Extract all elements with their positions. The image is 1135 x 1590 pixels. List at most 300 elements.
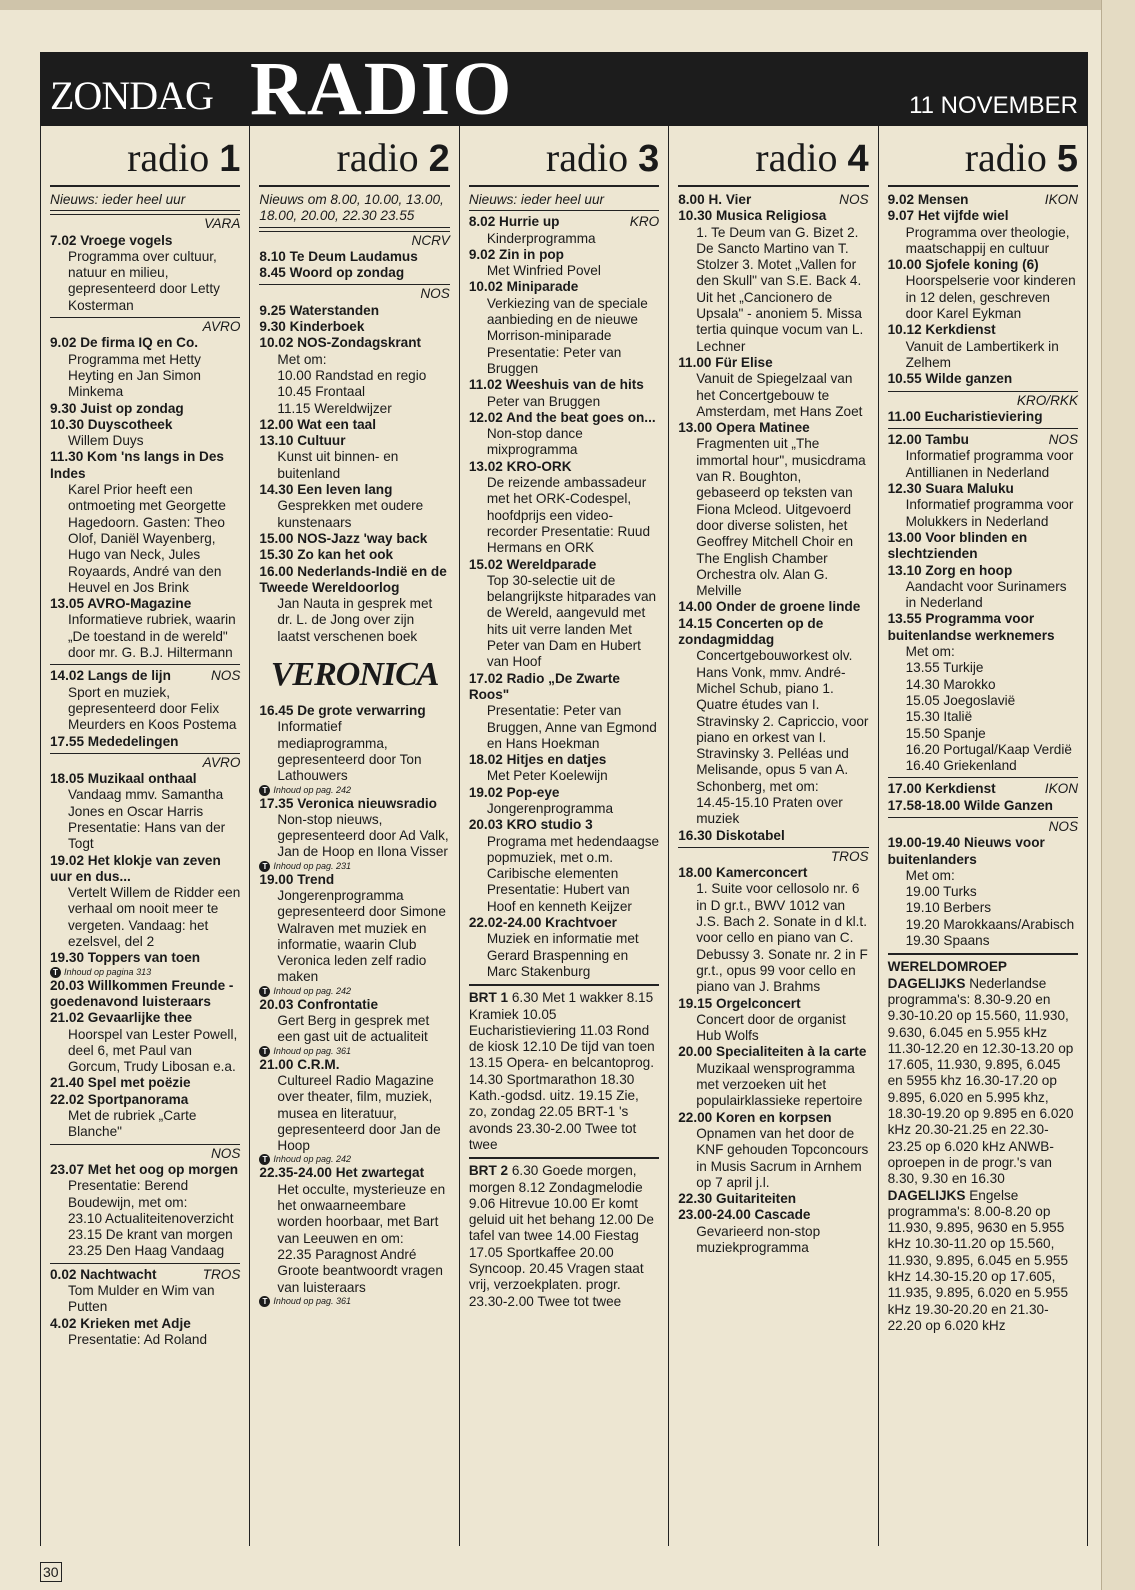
programme-title-text: 10.00 Sjofele koning (6) — [887, 257, 1039, 273]
tv-guide-icon: T — [259, 1046, 270, 1057]
programme — [678, 599, 868, 615]
programme-title-text: 13.10 Zorg en hoop — [887, 562, 1013, 578]
section-divider — [469, 1157, 659, 1159]
programme-description: Concert door de organist Hub Wolfs — [696, 1011, 846, 1044]
programme-title-text: 8.02 Hurrie up — [468, 214, 560, 230]
programme — [469, 247, 659, 280]
programme — [469, 377, 659, 410]
programme-title-text: 23.00-24.00 Cascade — [678, 1207, 811, 1223]
programme-description: Jongerenprogramma gepresenteerd door Simone Walraven met muziek en informatie, waarin Club Veronica leden zelf radio maken — [277, 887, 446, 985]
programme-title-text: 11.30 Kom 'ns langs in Des Indes — [50, 449, 224, 481]
programme — [888, 530, 1078, 563]
programme — [888, 208, 1078, 257]
programme-title — [469, 785, 659, 801]
programme-title — [469, 557, 659, 573]
programme — [888, 371, 1078, 387]
programme — [469, 671, 659, 752]
tv-guide-icon: T — [259, 1154, 270, 1165]
broadcaster-label: NOS — [888, 817, 1078, 835]
column-heading-number: 1 — [219, 138, 241, 180]
programme — [678, 355, 868, 420]
column-heading-word: radio — [127, 135, 220, 180]
programme-description: Top 30-selectie uit de belangrijkste hitparades van de Wereld, aangevuld met hits uit verre landen Met Peter van Dam en Hubert van Hoof — [486, 572, 657, 670]
page-reference — [259, 986, 449, 997]
programme-title-text: 13.02 KRO-ORK — [468, 458, 572, 474]
programme-description: Met om: — [905, 867, 955, 883]
programme-title — [259, 796, 449, 812]
broadcaster-tag: NOS — [1048, 432, 1079, 448]
programme-title — [50, 449, 240, 482]
tv-guide-icon: T — [259, 861, 270, 872]
programme-description: Programma met Hetty Heyting en Jan Simon Minkema — [68, 351, 201, 400]
programme-description: Peter van Bruggen — [486, 393, 601, 409]
programme-title — [888, 798, 1078, 814]
programme-description: Met Winfried Povel — [486, 263, 601, 279]
programme-description: Presentatie: Berend Boudewijn, met om: — [68, 1178, 189, 1210]
programme-title — [259, 482, 449, 498]
section-text: Nederlandse programma's: 8.30-9.20 en 9.30-10.20 op 15.560, 11.930, 9.630, 6.045 en 5.955 kHz 11.30-12.20 en 12.30-13.20 op 17.605, 11.930, 9.895, 6.045 en 5955 khz 16.30-17.20 op 9.895, 6.020 en 5.995 khz, 18.30-19.20 op 9.895 en 6.020 kHz 20.30-21.25 en 22.30-23.25 op 6.020 kHz ANWB-oproepen in de progr.'s van 8.30, 9.30 en 16.30 — [887, 975, 1074, 1187]
programme — [259, 997, 449, 1057]
programme-title — [888, 611, 1078, 644]
programme-title — [678, 355, 868, 371]
news-note: Nieuws om 8.00, 10.00, 13.00, 18.00, 20.00, 22.30 23.55 — [259, 192, 449, 228]
column-heading — [469, 132, 659, 187]
programme-description: Jongerenprogramma — [486, 800, 613, 816]
programme — [50, 335, 240, 400]
news-note: Nieuws: ieder heel uur — [469, 192, 659, 211]
programme-title-text: 20.03 Willkommen Freunde - goedenavond luisteraars — [50, 977, 234, 1009]
sub-item: 15.30 Italië — [905, 709, 973, 725]
programme-title-text: 21.40 Spel met poëzie — [50, 1075, 191, 1091]
sub-item: 23.10 Actualiteitenoverzicht — [68, 1210, 234, 1226]
sub-item: 19.10 Berbers — [905, 900, 992, 916]
programme-title — [50, 233, 240, 249]
programme-description: Tom Mulder en Wim van Putten — [68, 1283, 215, 1315]
programme — [888, 409, 1078, 425]
programme-title — [50, 401, 240, 417]
programme-title — [469, 459, 659, 475]
section-text: Engelse programma's: 8.00-8.20 op 11.930, 9.895, 9630 en 5.955 kHz 10.30-11.20 op 15.560, 11.930, 9.895, 6.045 en 5.955 kHz 14.30-15.20 op 17.605, 11.935, 9.895, 6.020 en 5.955 kHz 19.30-20.20 en 21.30-22.20 op 6.020 kHz — [887, 1187, 1069, 1333]
programme-title-text: 17.58-18.00 Wilde Ganzen — [887, 797, 1053, 813]
programme-description: Programa met hedendaagse popmuziek, met o.m. Caribische elementen Presentatie: Hubert van Hoof en kenneth Keijzer — [486, 833, 660, 914]
programme-description: Gesprekken met oudere kunstenaars — [277, 498, 424, 530]
programme-description: Concertgebouworkest olv. Hans Vonk, mmv. André-Michel Schub, piano 1. Quatre études van I. Stravinsky 2. Capriccio, voor piano en orkest van I. Stravinsky 3. Pelléas und Melisande, opus 5 van A. Schonberg, met om: — [696, 648, 869, 794]
programme — [678, 1207, 868, 1256]
programme-description: Kunst uit binnen- en buitenland — [277, 449, 399, 481]
programme-title — [888, 530, 1078, 563]
programme-title-text: 8.45 Woord op zondag — [259, 265, 405, 281]
section-title: WERELDOMROEP DAGELIJKS — [887, 959, 1007, 991]
programme-title — [259, 1165, 449, 1181]
divider — [888, 777, 1078, 778]
programme — [259, 433, 449, 482]
page-reference-text: Inhoud op pag. 242 — [273, 1154, 351, 1165]
programme — [259, 1057, 449, 1166]
programme-title-text: 10.30 Musica Religiosa — [678, 208, 827, 224]
programme-description: Presentatie: Peter van Bruggen, Anne van Egmond en Hans Hoekman — [486, 703, 657, 751]
sub-item: 15.50 Spanje — [905, 725, 986, 741]
programme-description: Informatief programma voor Molukkers in Nederland — [905, 497, 1074, 529]
programme-title-text: 19.02 Pop-eye — [468, 784, 560, 800]
programme-description: Non-stop dance mixprogramma — [486, 426, 583, 458]
adjacent-page-edge — [1101, 0, 1135, 1590]
programme-title — [469, 279, 659, 295]
programme-title-text: 19.00 Trend — [259, 871, 335, 887]
programme-description: Jan Nauta in gesprek met dr. L. de Jong over zijn laatst verschenen boek — [277, 596, 433, 644]
programme-title — [50, 853, 240, 886]
page-reference-text: Inhoud op pagina 313 — [64, 966, 152, 977]
programme-title-text: 13.05 AVRO-Magazine — [50, 596, 192, 612]
broadcaster-tag: TROS — [202, 1266, 241, 1282]
programme-description: Opnamen van het door de KNF gehouden Topconcours in Musis Sacrum in Arnhem op 7 april j.l. — [696, 1125, 869, 1190]
programme-description: De reizende ambassadeur met het ORK-Codespel, hoofdprijs een video-recorder Presentatie: Ruud Hermans en ORK — [486, 475, 651, 556]
programme-description: Met om: — [277, 351, 327, 367]
page-reference-text: Inhoud op pag. 361 — [273, 1295, 351, 1306]
programme-title — [50, 417, 240, 433]
programme — [50, 1075, 240, 1091]
programme-description: Informatief programma voor Antillianen in Nederland — [905, 448, 1074, 480]
programme — [888, 835, 1078, 884]
programme — [259, 265, 449, 281]
programme — [469, 459, 659, 557]
programme-title — [259, 417, 449, 433]
programme-title-text: 19.00-19.40 Nieuws voor buitenlanders — [887, 835, 1045, 867]
programme-title-text: 10.55 Wilde ganzen — [887, 371, 1013, 387]
programme — [469, 279, 659, 377]
programme-title-text: 11.02 Weeshuis van de hits — [468, 377, 644, 393]
programme-title-text: 16.00 Nederlands-Indië en de Tweede Wereldoorlog — [259, 563, 447, 595]
programme-title-text: 12.30 Suara Maluku — [887, 481, 1014, 497]
programme — [888, 798, 1078, 814]
programme — [50, 853, 240, 951]
programme-title — [888, 781, 1078, 797]
programme-title — [469, 377, 659, 393]
programme-title — [259, 303, 449, 319]
programme-description: Gert Berg in gesprek met een gast uit de actualiteit — [277, 1013, 430, 1045]
programme-description: Met om: — [905, 644, 955, 660]
programme-title-text: 9.30 Kinderboek — [259, 319, 365, 335]
programme-title — [259, 249, 449, 265]
programme-title-text: 0.02 Nachtwacht — [50, 1266, 157, 1282]
programme-title — [50, 950, 240, 966]
programme-title-text: 13.00 Opera Matinee — [678, 420, 810, 436]
broadcaster-label: AVRO — [50, 317, 240, 335]
programme-description: Muziek en informatie met Gerard Braspenning en Marc Stakenburg — [486, 931, 639, 979]
programme-title-text: 17.00 Kerkdienst — [887, 781, 996, 797]
programme — [50, 734, 240, 750]
programme-title — [678, 616, 868, 649]
programme — [50, 1010, 240, 1075]
programme-title-text: 22.02-24.00 Krachtvoer — [468, 915, 617, 931]
programme — [678, 420, 868, 599]
column-heading-word: radio — [545, 135, 639, 180]
programme-title-text: 22.02 Sportpanorama — [50, 1091, 189, 1107]
programme — [469, 214, 659, 247]
programme-title — [259, 564, 449, 597]
programme-title-text: 17.55 Mededelingen — [50, 733, 179, 749]
sub-item: 22.35 Paragnost André Groote beantwoordt vragen van luisteraars — [277, 1246, 443, 1295]
station-section — [888, 1188, 1078, 1335]
programme — [50, 233, 240, 314]
programme-title — [678, 192, 868, 208]
programme-description: Vanuit de Lambertikerk in Zelhem — [905, 338, 1059, 370]
programme-title-text: 12.02 And the beat goes on... — [468, 409, 656, 425]
broadcaster-tag: NOS — [839, 192, 869, 207]
programme — [888, 322, 1078, 371]
programme — [50, 417, 240, 450]
programme-title — [50, 1075, 240, 1091]
tv-guide-icon: T — [259, 1296, 270, 1307]
programme-title-text: 16.30 Diskotabel — [678, 827, 785, 843]
programme — [50, 449, 240, 596]
programme-title — [678, 1191, 868, 1207]
sub-item: 23.15 De krant van morgen — [68, 1227, 233, 1243]
sub-item: 23.25 Den Haag Vandaag — [68, 1243, 225, 1259]
station-section — [469, 990, 659, 1153]
programme-title — [259, 872, 449, 888]
programme-title-text: 9.30 Juist op zondag — [50, 400, 184, 416]
programme-description: Willem Duys — [68, 433, 144, 449]
column-heading-word: radio — [336, 135, 429, 180]
tv-guide-icon: T — [259, 986, 270, 997]
section-text: 6.30 Met 1 wakker 8.15 Kramiek 10.05 Eucharistieviering 11.03 Rond de kiosk 12.10 De tijd van toen 13.15 Opera- en belcantoprog. 14.30 Sportmarathon 18.30 Kath.-godsd. uitz. 19.15 Zie, zo, zondag 22.05 BRT-1 's avonds 23.30-2.00 Twee tot twee — [468, 990, 655, 1152]
programme — [469, 752, 659, 785]
programme-title-text: 18.05 Muzikaal onthaal — [50, 771, 197, 787]
programme-description: Gevarieerd non-stop muziekprogramma — [696, 1223, 821, 1255]
programme-title — [888, 835, 1078, 868]
programme-title-text: 11.00 Für Elise — [678, 354, 773, 370]
page-banner — [40, 47, 1088, 131]
programme-title — [259, 433, 449, 449]
programme-title-text: 21.02 Gevaarlijke thee — [50, 1010, 193, 1026]
programme-title — [888, 322, 1078, 338]
programme-title — [50, 1267, 240, 1283]
programme-title-text: 9.02 De firma IQ en Co. — [50, 335, 199, 351]
station-columns — [40, 126, 1088, 1546]
column-radio-4 — [669, 126, 878, 1546]
programme — [888, 432, 1078, 481]
programme — [259, 531, 449, 547]
programme-title — [678, 996, 868, 1012]
programme — [50, 1316, 240, 1349]
section-divider — [888, 953, 1078, 955]
programme-title — [469, 214, 659, 230]
programme — [50, 1092, 240, 1141]
column-radio-1 — [41, 126, 250, 1546]
page-reference — [259, 861, 449, 872]
column-heading-word: radio — [964, 135, 1057, 180]
programme-title — [259, 319, 449, 335]
column-heading-number: 5 — [1056, 138, 1079, 180]
programme-title — [50, 1092, 240, 1108]
programme-title-text: 22.35-24.00 Het zwartegat — [259, 1165, 425, 1181]
programme — [888, 781, 1078, 797]
programme-description: Fragmenten uit „The immortal hour", musicdrama van R. Boughton, gebaseerd op teksten van Fiona Mcleod. Uitgevoerd door diverse solisten, het Geoffrey Mitchell Choir en The English Chamber Orchestra olv. Alan G. Melville — [696, 436, 866, 599]
programme-title-text: 9.25 Waterstanden — [259, 302, 380, 318]
programme-description: 1. Te Deum van G. Bizet 2. De Sancto Martino van T. Stolzer 3. Motet „Vallen for den Skull" van S.E. Back 4. Uit het „Cancionero de Upsala" - anoniem 5. Missa tertia quinque vocum van L. Lechner — [696, 224, 864, 354]
section-title: DAGELIJKS — [887, 1187, 970, 1203]
banner-title: RADIO — [250, 47, 514, 131]
programme — [469, 915, 659, 980]
programme — [678, 616, 868, 795]
sub-item: 16.40 Griekenland — [905, 758, 1017, 774]
programme-title — [888, 432, 1078, 448]
programme-title-text: 12.00 Wat een taal — [259, 416, 377, 432]
programme — [259, 319, 449, 335]
programme — [888, 481, 1078, 530]
programme — [678, 192, 868, 208]
programme-title-text: 9.07 Het vijfde wiel — [887, 208, 1009, 224]
programme-title-text: 18.02 Hitjes en datjes — [468, 752, 607, 768]
programme-title-text: 12.00 Tambu — [887, 432, 969, 448]
programme-title-text: 15.30 Zo kan het ook — [259, 547, 394, 563]
programme-title — [259, 547, 449, 563]
programme-title — [888, 192, 1078, 208]
programme-description: 1. Suite voor cellosolo nr. 6 in D gr.t., BWV 1012 van J.S. Bach 2. Sonate in d kl.t. voor cello en piano van C. Debussy 3. Sonate nr. 2 in F gr.t., opus 99 voor cello en piano van J. Brahms — [696, 881, 868, 995]
page-reference-text: Inhoud op pag. 242 — [273, 985, 351, 996]
programme-title-text: 17.35 Veronica nieuwsradio — [259, 795, 437, 811]
programme — [50, 771, 240, 852]
broadcaster-label: AVRO — [50, 753, 240, 771]
programme-description: Programma over theologie, maatschappij en cultuur — [905, 224, 1070, 256]
sub-item: 16.20 Portugal/Kaap Verdië — [905, 741, 1072, 757]
programme-title — [888, 208, 1078, 224]
programme-title — [469, 817, 659, 833]
programme-title — [50, 771, 240, 787]
programme — [50, 596, 240, 661]
programme-title-text: 20.00 Specialiteiten à la carte — [678, 1044, 867, 1060]
programme-description: Programma over cultuur, natuur en milieu, gepresenteerd door Letty Kosterman — [68, 248, 220, 313]
page-number: 30 — [40, 1562, 62, 1582]
programme-title-text: 7.02 Vroege vogels — [50, 232, 173, 248]
programme-title — [678, 420, 868, 436]
programme-description: Hoorspelserie voor kinderen in 12 delen, geschreven door Karel Eykman — [905, 273, 1076, 322]
page-top-edge — [0, 0, 1135, 10]
page-reference — [259, 785, 449, 796]
programme-title-text: 17.02 Radio „De Zwarte Roos" — [468, 670, 620, 702]
programme-title-text: 19.15 Orgelconcert — [678, 995, 801, 1011]
programme-title-text: 9.02 Zin in pop — [468, 246, 564, 262]
divider — [888, 428, 1078, 429]
broadcaster-label: NOS — [259, 284, 449, 302]
sub-item: 19.00 Turks — [905, 884, 977, 900]
news-note: Nieuws: ieder heel uur — [50, 192, 240, 211]
programme — [259, 482, 449, 531]
divider — [50, 664, 240, 665]
sub-item: 19.30 Spaans — [905, 933, 990, 949]
programme — [259, 703, 449, 795]
programme — [50, 401, 240, 417]
broadcaster-tag: NOS — [210, 668, 241, 684]
banner-date: 11 NOVEMBER — [909, 92, 1078, 119]
column-heading — [888, 132, 1078, 187]
section-title: BRT 1 — [468, 990, 512, 1006]
sub-item: 15.05 Joegoslavië — [905, 692, 1016, 708]
sub-item: 14.30 Marokko — [905, 676, 996, 692]
programme-title — [50, 596, 240, 612]
programme-title — [888, 371, 1078, 387]
programme-title — [259, 997, 449, 1013]
programme-description: Verkiezing van de speciale aanbieding en de nieuwe Morrison-miniparade Presentatie: Peter van Bruggen — [486, 295, 648, 376]
programme-title — [678, 208, 868, 224]
programme — [678, 996, 868, 1045]
column-heading — [259, 132, 449, 187]
programme-title-text: 14.02 Langs de lijn — [50, 668, 171, 684]
programme-title — [259, 265, 449, 281]
broadcaster-label: NOS — [50, 1144, 240, 1162]
programme-title-text: 15.02 Wereldparade — [468, 556, 597, 572]
broadcaster-tag: KRO — [629, 214, 660, 230]
sub-item: 11.15 Wereldwijzer — [277, 400, 392, 416]
sub-item: 10.45 Frontaal — [277, 384, 366, 400]
sub-item: 19.20 Marokkaans/Arabisch — [905, 916, 1075, 932]
programme — [678, 1191, 868, 1207]
programme — [50, 1267, 240, 1316]
programme-title — [469, 915, 659, 931]
page-reference-text: Inhoud op pag. 361 — [273, 1045, 351, 1056]
programme-title-text: 22.00 Koren en korpsen — [678, 1109, 832, 1125]
programme — [678, 1110, 868, 1191]
programme-description: Hoorspel van Lester Powell, deel 6, met Paul van Gorcum, Trudy Libosan e.a. — [68, 1026, 238, 1075]
programme-description: Karel Prior heeft een ontmoeting met Georgette Hagedoorn. Gasten: Theo Olof, Daniël Wayenberg, Hugo van Neck, Jules Royaards, André van den Heuvel en Jos Brink — [68, 482, 226, 595]
programme — [259, 564, 449, 645]
programme-title — [888, 409, 1078, 425]
programme-description: Vertelt Willem de Ridder een verhaal om nooit meer te vergeten. Vandaag: het ezelsvel, del 2 — [68, 885, 241, 950]
programme-title — [678, 865, 868, 881]
column-heading-number: 4 — [847, 138, 869, 180]
programme-title-text: 16.45 De grote verwarring — [259, 703, 426, 719]
programme-title-text: 14.15 Concerten op de zondagmiddag — [678, 615, 824, 648]
programme-title — [678, 1110, 868, 1126]
programme-title — [469, 752, 659, 768]
programme — [259, 796, 449, 872]
programme-title — [888, 563, 1078, 579]
programme-description: Met de rubriek „Carte Blanche" — [68, 1108, 197, 1140]
programme-title — [50, 1010, 240, 1026]
programme-title — [678, 599, 868, 615]
programme — [259, 872, 449, 997]
programme-title-text: 10.30 Duyscotheek — [50, 416, 173, 432]
programme-title-text: 20.03 KRO studio 3 — [468, 817, 593, 833]
programme-title — [888, 481, 1078, 497]
programme-title — [259, 1057, 449, 1073]
programme-title-text: 13.10 Cultuur — [259, 433, 346, 449]
page-reference — [259, 1154, 449, 1165]
programme-title-text: 8.10 Te Deum Laudamus — [259, 248, 418, 264]
page-reference-text: Inhoud op pag. 231 — [273, 860, 351, 871]
programme-title — [259, 335, 449, 351]
column-heading — [678, 132, 868, 187]
programme — [469, 817, 659, 915]
sub-item: 13.55 Turkije — [905, 660, 984, 676]
programme — [259, 547, 449, 563]
column-heading — [50, 132, 240, 187]
programme — [50, 668, 240, 733]
programme — [888, 563, 1078, 612]
programme — [259, 335, 449, 368]
divider — [50, 1263, 240, 1264]
page-reference — [259, 1046, 449, 1057]
programme-title — [469, 671, 659, 704]
page-reference — [259, 1296, 449, 1307]
programme-title-text: 22.30 Guitariteiten — [678, 1191, 797, 1207]
programme-title-text: 11.00 Eucharistieviering — [887, 408, 1043, 424]
programme — [259, 303, 449, 319]
banner-day: ZONDAG — [50, 73, 213, 118]
column-radio-2 — [250, 126, 459, 1546]
programme-title-text: 19.02 Het klokje van zeven uur en dus... — [50, 852, 221, 884]
programme — [50, 978, 240, 1011]
